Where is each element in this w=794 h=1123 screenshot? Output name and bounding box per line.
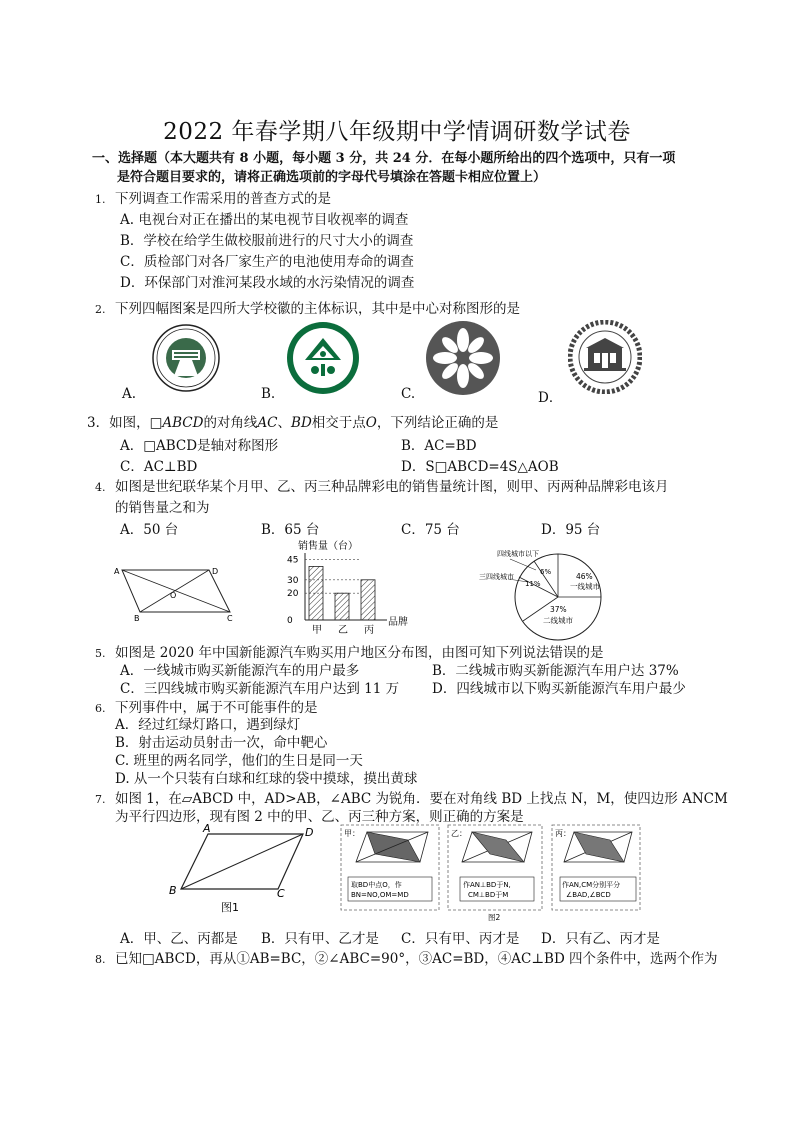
pie-pct-6: 6% (540, 568, 552, 576)
vertex-d-label: D (212, 567, 219, 576)
q6-option-c: C. 班里的两名同学，他们的生日是同一天 (115, 753, 363, 769)
pie-label-tier1: 一线城市 (570, 582, 600, 591)
scheme-jia-label: 甲： (344, 829, 360, 838)
q7-option-c: C．只有甲、丙才是 (401, 931, 520, 947)
q2-label-b: B. (261, 386, 276, 402)
q6-option-d: D. 从一个只装有白球和红球的袋中摸球，摸出黄球 (115, 771, 418, 787)
q3-stem-part: 的对角线 (203, 415, 258, 431)
q2-label-c: C. (401, 386, 416, 402)
y-tick-label: 30 (287, 575, 299, 586)
q4-number: 4. (95, 481, 106, 494)
q6-number: 6. (95, 702, 106, 715)
y-tick-label: 45 (287, 555, 299, 566)
bar-0 (309, 566, 323, 620)
q4-stem-line2: 的销售量之和为 (115, 500, 210, 516)
section-heading-line1: 一、选择题（本大题共有 8 小题，每小题 3 分，共 24 分．在每小题所给出的四个选项中，只有一项 (92, 151, 676, 166)
q3-point-o: O (365, 415, 377, 431)
bar-1 (335, 593, 349, 620)
fig1-d-label: D (305, 826, 314, 839)
scheme-jia-note2: BN=NO,OM=MD (351, 891, 409, 899)
q1-stem-text: 下列调查工作需采用的普查方式的是 (115, 191, 331, 207)
q3-ac: AC (257, 415, 278, 431)
q4-stem-text: 如图是世纪联华某个月甲、乙、丙三种品牌彩电的销售量统计图，则甲、丙两种品牌彩电该月 (115, 479, 669, 495)
q2-label-d: D． (538, 390, 563, 406)
q1-option-c: C．质检部门对各厂家生产的电池使用寿命的调查 (120, 254, 414, 270)
scheme-yi-note1: 作AN⊥BD于N, (463, 881, 511, 889)
q1-option-b: B．学校在给学生做校服前进行的尺寸大小的调查 (120, 233, 414, 249)
pie-label-tier2: 二线城市 (543, 616, 573, 625)
q2-number: 2. (95, 303, 106, 316)
scheme-bing-note1: 作AN,CM分别平分 (562, 881, 621, 889)
q4-option-c: C．75 台 (401, 522, 460, 538)
y-tick-label: 0 (287, 616, 293, 626)
q5-stem-text: 如图是 2020 年中国新能源汽车购买用户地区分布图，由图可知下列说法错误的是 (115, 645, 604, 661)
scheme-yi-label: 乙： (451, 829, 467, 838)
emblem-a-image (150, 322, 230, 394)
q3-option-a: A．□ABCD是轴对称图形 (120, 438, 279, 454)
vertex-c-label: C (227, 614, 233, 622)
q3-stem-part: 如图， (109, 415, 150, 431)
bar-2 (361, 580, 375, 620)
q7-option-b: B．只有甲、乙才是 (261, 931, 379, 947)
q7-figure2 (340, 824, 642, 924)
scheme-bing-label: 丙： (555, 829, 571, 838)
q6-option-a: A．经过红绿灯路口，遇到绿灯 (115, 717, 301, 733)
q7-option-d: D．只有乙、丙才是 (541, 931, 660, 947)
x-category-label: 甲 (312, 625, 322, 636)
q3-option-b: B．AC=BD (401, 438, 477, 454)
pie-label-tier34: 三四线城市 (479, 573, 514, 581)
q1-stem (95, 187, 331, 207)
q1-option-d: D．环保部门对淮河某段水域的水污染情况的调查 (120, 275, 415, 291)
q3-stem-part: 、 (277, 415, 292, 431)
vertex-a-label: A (114, 567, 120, 576)
q7-stem-line2: 为平行四边形，现有图 2 中的甲、乙、丙三种方案，则正确的方案是 (115, 809, 524, 825)
section-heading-line2: 是符合题目要求的，请将正确选项前的字母代号填涂在答题卡相应位置上） (117, 170, 547, 185)
bar-chart (275, 537, 415, 639)
scheme-bing-note2: ∠BAD,∠BCD (566, 891, 611, 899)
q7-figure1 (163, 824, 323, 916)
pie-chart (470, 542, 645, 642)
page-title: 2022 年春学期八年级期中学情调研数学试卷 (163, 119, 631, 145)
q3-option-d: D．S□ABCD=4S△AOB (401, 459, 559, 475)
q5-option-b: B．二线城市购买新能源汽车用户达 37% (432, 663, 679, 679)
parallelogram-figure (112, 560, 242, 622)
y-tick-label: 20 (287, 589, 299, 600)
center-o-label: O (170, 591, 177, 600)
q5-number: 5. (95, 647, 106, 660)
x-category-label: 丙 (364, 625, 374, 636)
pie-pct-46: 46% (576, 572, 593, 581)
pie-pct-11: 11% (525, 580, 541, 588)
q6-stem-text: 下列事件中，属于不可能事件的是 (115, 700, 318, 716)
emblem-c-image (425, 320, 501, 396)
fig1-b-label: B (169, 884, 177, 897)
q3-stem-part: 相交于点 (311, 415, 366, 431)
q7-stem-line1 (95, 787, 728, 807)
q4-option-a: A．50 台 (120, 522, 179, 538)
q2-stem-text: 下列四幅图案是四所大学校徽的主体标识，其中是中心对称图形的是 (115, 301, 520, 317)
q8-stem (95, 947, 718, 967)
q3-bd: BD (291, 415, 312, 431)
q7-stem-text: 如图 1，在▱ABCD 中，AD>AB，∠ABC 为锐角．要在对角线 BD 上找点 N，M，使四边形 ANCM (115, 791, 728, 807)
fig1-c-label: C (277, 887, 285, 900)
q6-option-b: B．射击运动员射击一次，命中靶心 (115, 735, 328, 751)
q5-option-a: A．一线城市购买新能源汽车的用户最多 (120, 663, 360, 679)
q3-stem-part: ，下列结论正确的是 (376, 415, 499, 431)
q5-option-d: D．四线城市以下购买新能源汽车用户最少 (432, 681, 686, 697)
q3-option-c: C．AC⊥BD (120, 459, 198, 475)
q3-stem (87, 411, 498, 431)
q2-label-a: A. (122, 386, 137, 402)
fig1-caption: 图1 (221, 901, 239, 914)
q3-number: 3． (87, 415, 110, 431)
scheme-jia-note1: 取BD中点O，作 (351, 881, 402, 889)
q1-option-a: A. 电视台对正在播出的某电视节目收视率的调查 (120, 212, 409, 228)
fig2-caption: 图2 (488, 913, 501, 922)
q5-option-c: C．三四线城市购买新能源汽车用户达到 11 万 (120, 681, 400, 697)
emblem-b-image (285, 320, 361, 396)
pie-pct-37: 37% (550, 605, 567, 614)
q1-number: 1. (95, 193, 106, 206)
pie-label-below-tier4: 四线城市以下 (497, 550, 539, 558)
vertex-b-label: B (134, 614, 140, 622)
chart-ylabel: 销售量（台） (298, 541, 358, 552)
fig1-a-label: A (203, 824, 211, 835)
q7-number: 7. (95, 793, 106, 806)
q8-number: 8. (95, 953, 106, 966)
q4-option-d: D．95 台 (541, 522, 601, 538)
q7-option-a: A．甲、乙、丙都是 (120, 931, 238, 947)
q4-option-b: B．65 台 (261, 522, 320, 538)
q2-stem (95, 297, 520, 317)
chart-xlabel: 品牌 (388, 617, 408, 628)
q8-stem-text: 已知□ABCD，再从①AB=BC，②∠ABC=90°，③AC=BD，④AC⊥BD 四个条件中，选两个作为 (115, 951, 718, 967)
q5-stem (95, 641, 603, 661)
scheme-yi-note2: CM⊥BD于M (468, 891, 509, 899)
emblem-d-image (568, 320, 642, 394)
q3-parallelogram: □ABCD (149, 415, 204, 431)
x-category-label: 乙 (338, 625, 348, 636)
q4-stem-line1 (95, 475, 669, 495)
